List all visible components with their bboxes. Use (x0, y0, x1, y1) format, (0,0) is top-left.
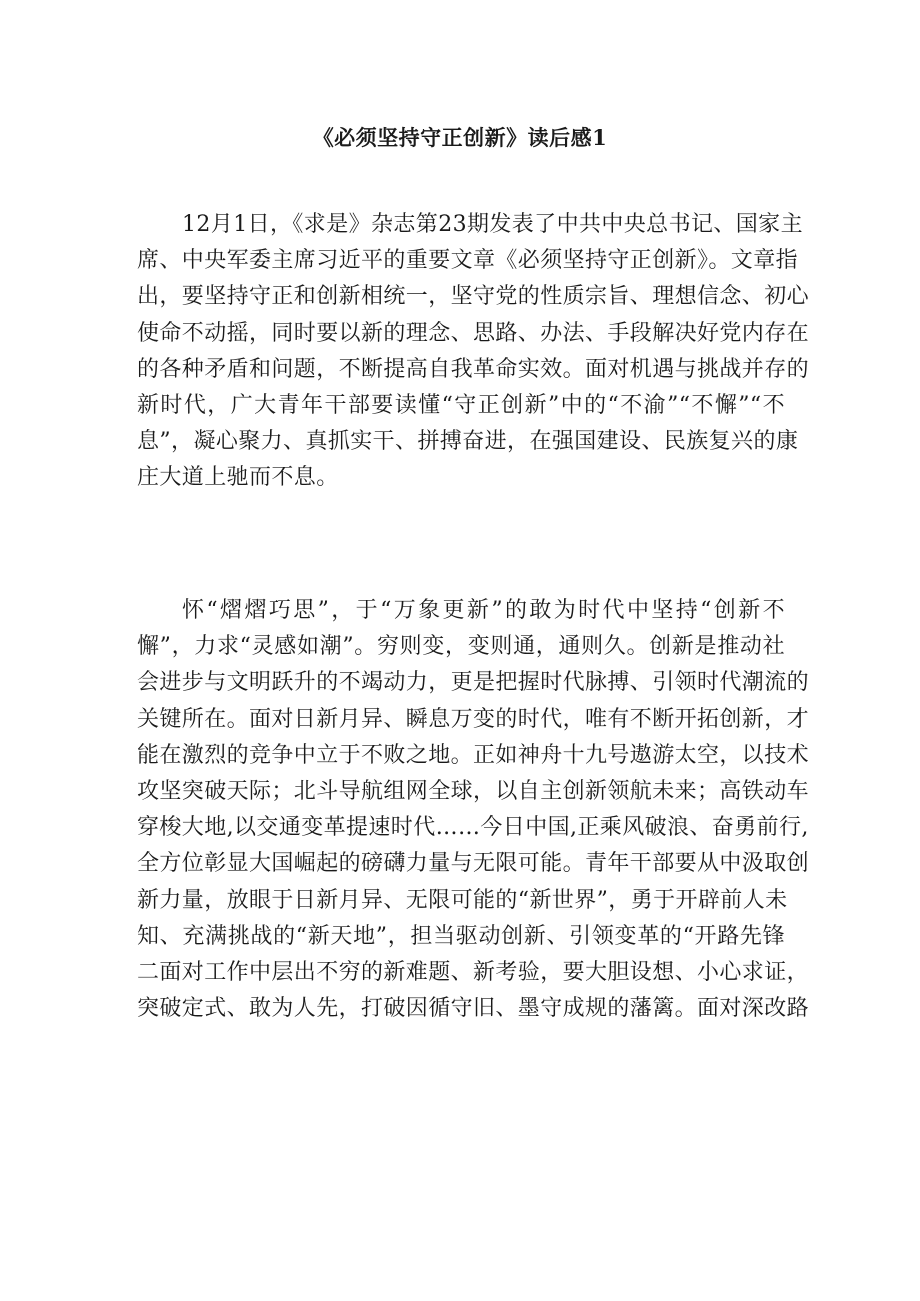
paragraph-line: 12月1日，《求是》杂志第23期发表了中共中央总书记、国家主 (182, 212, 803, 237)
paragraph-line: 关键所在。面对日新月异、瞬息万变的时代，唯有不断开拓创新，才 (137, 706, 810, 732)
paragraph-line: 庄大道上驰而不息。 (137, 465, 339, 491)
paragraph-line: 的各种矛盾和问题，不断提高自我革命实效。面对机遇与挑战并存的 (137, 356, 810, 382)
paragraph-line: 新力量，放眼于日新月异、无限可能的“新世界”，勇于开辟前人未 (137, 887, 788, 913)
paragraph-line: 新时代，广大青年干部要读懂“守正创新”中的“不渝”“不懈”“不 (137, 392, 785, 418)
paragraph-line: 攻坚突破天际；北斗导航组网全球，以自主创新领航未来；高铁动车 (137, 778, 810, 804)
paragraph-line: 懈”，力求“灵感如潮”。穷则变，变则通，通则久。创新是推动社 (137, 634, 785, 660)
document-title: 《必须坚持守正创新》读后感1 (312, 125, 608, 150)
paragraph-line: 能在激烈的竞争中立于不败之地。正如神舟十九号遨游太空，以技术 (137, 742, 810, 768)
paragraph-line: 席、中央军委主席习近平的重要文章《必须坚持守正创新》。文章指 (137, 248, 799, 274)
paragraph-line: 穿梭大地,以交通变革提速时代……今日中国,正乘风破浪、奋勇前行, (137, 815, 809, 841)
paragraph-line: 使命不动摇，同时要以新的理念、思路、办法、手段解决好党内存在 (137, 320, 810, 346)
paragraph-line: 出，要坚持守正和创新相统一，坚守党的性质宗旨、理想信念、初心 (137, 284, 810, 310)
paragraph-line: 息”，凝心聚力、真抓实干、拼搏奋进，在强国建设、民族复兴的康 (137, 429, 799, 455)
paragraph-1 (137, 207, 810, 497)
paragraph-2 (137, 593, 810, 1027)
paragraph-line: 突破定式、敢为人先，打破因循守旧、墨守成规的藩篱。面对深改路 (137, 996, 810, 1022)
paragraph-line: 全方位彰显大国崛起的磅礴力量与无限可能。青年干部要从中汲取创 (137, 851, 810, 877)
paragraph-line: 二面对工作中层出不穷的新难题、新考验，要大胆设想、小心求证， (137, 959, 810, 985)
paragraph-line: 知、充满挑战的“新天地”，担当驱动创新、引领变革的“开路先锋 (137, 923, 785, 949)
paragraph-line: 会进步与文明跃升的不竭动力，更是把握时代脉搏、引领时代潮流的 (137, 670, 810, 696)
paragraph-line: 怀“熠熠巧思”，于“万象更新”的敢为时代中坚持“创新不 (182, 598, 785, 623)
